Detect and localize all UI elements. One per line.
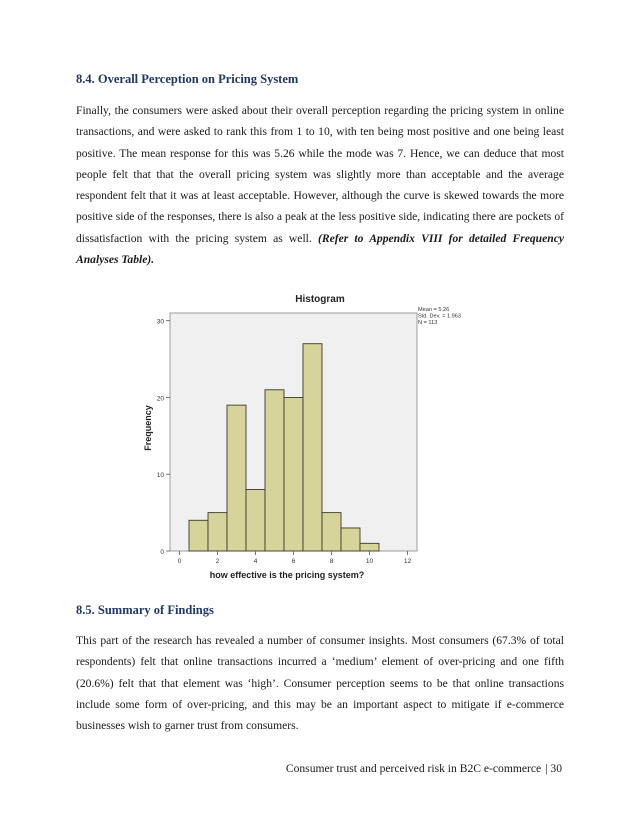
histogram-bar xyxy=(284,397,303,551)
histogram-bar xyxy=(189,520,208,551)
histogram-bar xyxy=(360,543,379,551)
y-tick-label: 0 xyxy=(160,549,164,556)
histogram-bar xyxy=(208,513,227,551)
footer-separator: | xyxy=(545,762,548,775)
y-ticks xyxy=(157,319,170,556)
x-tick-label: 12 xyxy=(403,558,412,565)
stats-legend xyxy=(418,307,461,326)
page-number: 30 xyxy=(550,762,562,775)
chart-title: Histogram xyxy=(295,294,345,305)
histogram-bar xyxy=(322,513,341,551)
y-axis-label: Frequency xyxy=(143,405,153,451)
y-tick-label: 20 xyxy=(156,395,164,403)
x-tick-label: 2 xyxy=(215,558,220,565)
y-tick-label: 10 xyxy=(156,472,164,480)
x-tick-label: 10 xyxy=(365,558,374,565)
footer-title: Consumer trust and perceived risk in B2C e-commerce xyxy=(285,762,542,775)
section-heading-8-5: 8.5. Summary of Findings xyxy=(76,603,214,617)
histogram-bar xyxy=(341,528,360,551)
paragraph-text: Finally, the consumers were asked about their overall perception regarding the pricing system in online transactions, and were asked to rank this from 1 to 10, with ten being most positive and one being least positive. The mean response for this was 5.26 while the mode was 7. Hence, we can deduce that most people felt that that the overall pricing system was slightly more than acceptable and the average respondent felt that it was at least acceptable. However, although the curve is skewed towards the more positive side of the responses, there is also a peak at the less positive side, indicating there are pockets of dissatisfaction with the pricing system as well. xyxy=(76,104,564,245)
stats-line: Mean = 5.26 xyxy=(418,307,450,313)
x-tick-label: 0 xyxy=(177,558,182,565)
histogram-bar xyxy=(265,390,284,551)
x-tick-label: 4 xyxy=(253,558,258,565)
section-paragraph-8-5: This part of the research has revealed a number of consumer insights. Most consumers (67.3% of total respondents) felt that online transactions incurred a ‘medium’ element of over-pricing and one fifth (20.6%) felt that that element was ‘high’. Consumer perception seems to be that online transactions include some form of over-pricing, and this may be an important aspect to mitigate if e-commerce businesses wish to garner trust from consumers. xyxy=(76,634,564,733)
x-tick-label: 6 xyxy=(291,558,296,565)
page-footer xyxy=(286,762,562,775)
section-heading-8-4: 8.4. Overall Perception on Pricing System xyxy=(76,72,299,86)
stats-line: N = 113 xyxy=(418,320,438,327)
histogram-bar xyxy=(303,344,322,551)
histogram-bar xyxy=(246,490,265,551)
appendix-reference: (Refer to Appendix VIII for detailed Frequency Analyses Table). xyxy=(76,231,564,267)
histogram-bar xyxy=(227,405,246,551)
stats-line: Std. Dev. = 1.963 xyxy=(418,313,461,320)
x-axis-label: how effective is the pricing system? xyxy=(209,570,365,580)
x-ticks xyxy=(178,551,412,565)
y-tick-label: 30 xyxy=(156,318,164,326)
x-tick-label: 8 xyxy=(329,558,334,565)
